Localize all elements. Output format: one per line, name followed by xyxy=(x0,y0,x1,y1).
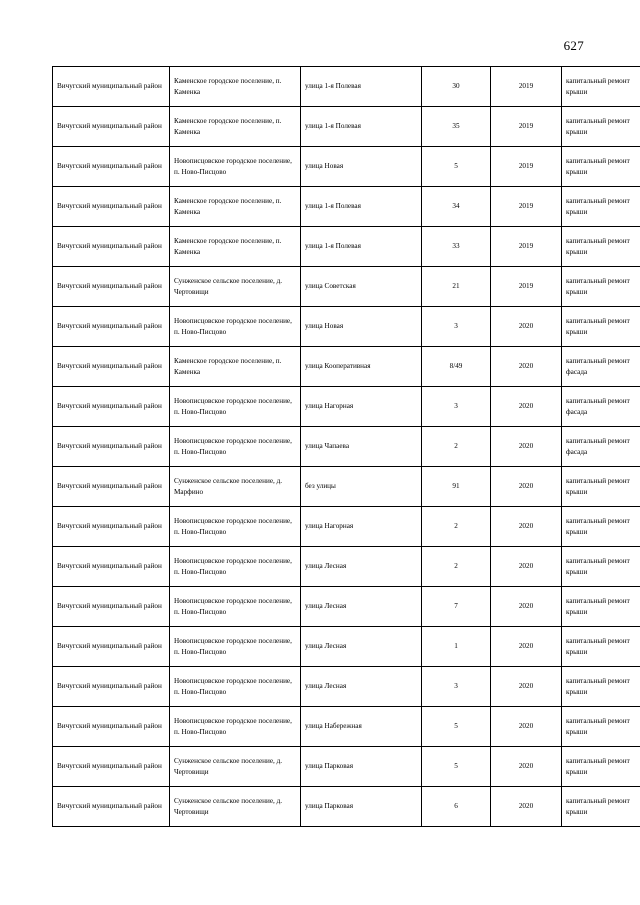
cell-house: 30 xyxy=(422,67,491,107)
table-row xyxy=(53,747,640,787)
table-row xyxy=(53,347,640,387)
table-row xyxy=(53,627,640,667)
cell-year: 2019 xyxy=(491,187,562,227)
cell-work: капитальный ремонт крыши xyxy=(562,147,640,187)
cell-year: 2020 xyxy=(491,627,562,667)
cell-work: капитальный ремонт крыши xyxy=(562,587,640,627)
cell-house: 3 xyxy=(422,307,491,347)
table-row xyxy=(53,467,640,507)
cell-year: 2020 xyxy=(491,307,562,347)
cell-settlement: Новописцовское городское поселение, п. Ново-Писцово xyxy=(170,427,301,467)
cell-settlement: Новописцовское городское поселение, п. Ново-Писцово xyxy=(170,307,301,347)
cell-year: 2020 xyxy=(491,507,562,547)
cell-year: 2020 xyxy=(491,587,562,627)
cell-street: улица Парковая xyxy=(301,787,422,827)
cell-year: 2020 xyxy=(491,747,562,787)
cell-settlement: Каменское городское поселение, п. Каменка xyxy=(170,227,301,267)
cell-house: 21 xyxy=(422,267,491,307)
cell-street: улица Новая xyxy=(301,147,422,187)
cell-district: Вичугский муниципальный район xyxy=(53,707,170,747)
cell-district: Вичугский муниципальный район xyxy=(53,507,170,547)
capital-repair-table xyxy=(52,66,640,827)
cell-house: 8/49 xyxy=(422,347,491,387)
cell-house: 2 xyxy=(422,507,491,547)
cell-work: капитальный ремонт крыши xyxy=(562,307,640,347)
cell-year: 2020 xyxy=(491,427,562,467)
table-row xyxy=(53,707,640,747)
cell-house: 2 xyxy=(422,427,491,467)
cell-street: улица Нагорная xyxy=(301,387,422,427)
cell-work: капитальный ремонт крыши xyxy=(562,627,640,667)
cell-work: капитальный ремонт крыши xyxy=(562,107,640,147)
cell-district: Вичугский муниципальный район xyxy=(53,347,170,387)
cell-settlement: Каменское городское поселение, п. Каменка xyxy=(170,107,301,147)
cell-settlement: Каменское городское поселение, п. Каменка xyxy=(170,187,301,227)
cell-work: капитальный ремонт фасада xyxy=(562,387,640,427)
cell-year: 2019 xyxy=(491,147,562,187)
table-row xyxy=(53,267,640,307)
cell-settlement: Новописцовское городское поселение, п. Ново-Писцово xyxy=(170,667,301,707)
table-row xyxy=(53,787,640,827)
cell-street: улица 1-я Полевая xyxy=(301,67,422,107)
cell-district: Вичугский муниципальный район xyxy=(53,147,170,187)
cell-street: улица 1-я Полевая xyxy=(301,187,422,227)
cell-district: Вичугский муниципальный район xyxy=(53,667,170,707)
table-body xyxy=(53,67,640,827)
cell-work: капитальный ремонт крыши xyxy=(562,747,640,787)
cell-year: 2020 xyxy=(491,347,562,387)
page-number: 627 xyxy=(563,38,584,53)
cell-street: улица Лесная xyxy=(301,547,422,587)
cell-street: улица Чапаева xyxy=(301,427,422,467)
cell-district: Вичугский муниципальный район xyxy=(53,187,170,227)
cell-work: капитальный ремонт фасада xyxy=(562,347,640,387)
cell-year: 2019 xyxy=(491,267,562,307)
cell-settlement: Сунженское сельское поселение, д. Чертовищи xyxy=(170,267,301,307)
cell-year: 2020 xyxy=(491,707,562,747)
cell-settlement: Новописцовское городское поселение, п. Ново-Писцово xyxy=(170,387,301,427)
cell-district: Вичугский муниципальный район xyxy=(53,467,170,507)
cell-year: 2019 xyxy=(491,107,562,147)
table-row xyxy=(53,307,640,347)
cell-house: 34 xyxy=(422,187,491,227)
cell-year: 2020 xyxy=(491,787,562,827)
cell-district: Вичугский муниципальный район xyxy=(53,387,170,427)
cell-work: капитальный ремонт крыши xyxy=(562,67,640,107)
cell-settlement: Каменское городское поселение, п. Каменка xyxy=(170,67,301,107)
cell-street: улица Лесная xyxy=(301,587,422,627)
cell-year: 2019 xyxy=(491,227,562,267)
cell-settlement: Новописцовское городское поселение, п. Ново-Писцово xyxy=(170,547,301,587)
cell-district: Вичугский муниципальный район xyxy=(53,587,170,627)
cell-street: улица Парковая xyxy=(301,747,422,787)
cell-work: капитальный ремонт крыши xyxy=(562,467,640,507)
cell-work: капитальный ремонт крыши xyxy=(562,707,640,747)
cell-work: капитальный ремонт крыши xyxy=(562,507,640,547)
cell-house: 91 xyxy=(422,467,491,507)
cell-work: капитальный ремонт фасада xyxy=(562,427,640,467)
table-row xyxy=(53,507,640,547)
cell-street: улица Набережная xyxy=(301,707,422,747)
cell-district: Вичугский муниципальный район xyxy=(53,307,170,347)
cell-house: 2 xyxy=(422,547,491,587)
cell-house: 3 xyxy=(422,387,491,427)
cell-district: Вичугский муниципальный район xyxy=(53,107,170,147)
table-row xyxy=(53,107,640,147)
table-row xyxy=(53,387,640,427)
cell-street: улица Советская xyxy=(301,267,422,307)
cell-house: 33 xyxy=(422,227,491,267)
cell-settlement: Сунженское сельское поселение, д. Чертовищи xyxy=(170,787,301,827)
cell-year: 2020 xyxy=(491,467,562,507)
cell-street: улица 1-я Полевая xyxy=(301,107,422,147)
cell-year: 2019 xyxy=(491,67,562,107)
table-row xyxy=(53,667,640,707)
cell-house: 3 xyxy=(422,667,491,707)
cell-settlement: Новописцовское городское поселение, п. Ново-Писцово xyxy=(170,147,301,187)
table-row xyxy=(53,427,640,467)
cell-district: Вичугский муниципальный район xyxy=(53,427,170,467)
cell-year: 2020 xyxy=(491,667,562,707)
cell-street: улица 1-я Полевая xyxy=(301,227,422,267)
cell-house: 5 xyxy=(422,707,491,747)
table-row xyxy=(53,587,640,627)
cell-district: Вичугский муниципальный район xyxy=(53,227,170,267)
cell-street: улица Нагорная xyxy=(301,507,422,547)
capital-repair-table-container xyxy=(52,66,630,827)
cell-work: капитальный ремонт крыши xyxy=(562,667,640,707)
cell-house: 5 xyxy=(422,147,491,187)
cell-settlement: Сунженское сельское поселение, д. Марфино xyxy=(170,467,301,507)
cell-work: капитальный ремонт крыши xyxy=(562,787,640,827)
cell-settlement: Сунженское сельское поселение, д. Чертовищи xyxy=(170,747,301,787)
cell-year: 2020 xyxy=(491,387,562,427)
cell-year: 2020 xyxy=(491,547,562,587)
cell-district: Вичугский муниципальный район xyxy=(53,747,170,787)
cell-street: улица Лесная xyxy=(301,667,422,707)
cell-house: 6 xyxy=(422,787,491,827)
cell-work: капитальный ремонт крыши xyxy=(562,227,640,267)
table-row xyxy=(53,547,640,587)
cell-district: Вичугский муниципальный район xyxy=(53,627,170,667)
table-row xyxy=(53,227,640,267)
cell-street: улица Кооперативная xyxy=(301,347,422,387)
cell-street: без улицы xyxy=(301,467,422,507)
cell-house: 35 xyxy=(422,107,491,147)
cell-settlement: Новописцовское городское поселение, п. Ново-Писцово xyxy=(170,627,301,667)
cell-work: капитальный ремонт крыши xyxy=(562,267,640,307)
table-row xyxy=(53,187,640,227)
cell-settlement: Новописцовское городское поселение, п. Ново-Писцово xyxy=(170,507,301,547)
cell-street: улица Новая xyxy=(301,307,422,347)
cell-work: капитальный ремонт крыши xyxy=(562,547,640,587)
cell-settlement: Новописцовское городское поселение, п. Ново-Писцово xyxy=(170,587,301,627)
cell-street: улица Лесная xyxy=(301,627,422,667)
table-row xyxy=(53,67,640,107)
cell-settlement: Каменское городское поселение, п. Каменка xyxy=(170,347,301,387)
cell-house: 1 xyxy=(422,627,491,667)
cell-district: Вичугский муниципальный район xyxy=(53,267,170,307)
cell-work: капитальный ремонт крыши xyxy=(562,187,640,227)
cell-district: Вичугский муниципальный район xyxy=(53,547,170,587)
cell-district: Вичугский муниципальный район xyxy=(53,67,170,107)
cell-settlement: Новописцовское городское поселение, п. Ново-Писцово xyxy=(170,707,301,747)
cell-district: Вичугский муниципальный район xyxy=(53,787,170,827)
cell-house: 7 xyxy=(422,587,491,627)
cell-house: 5 xyxy=(422,747,491,787)
table-row xyxy=(53,147,640,187)
